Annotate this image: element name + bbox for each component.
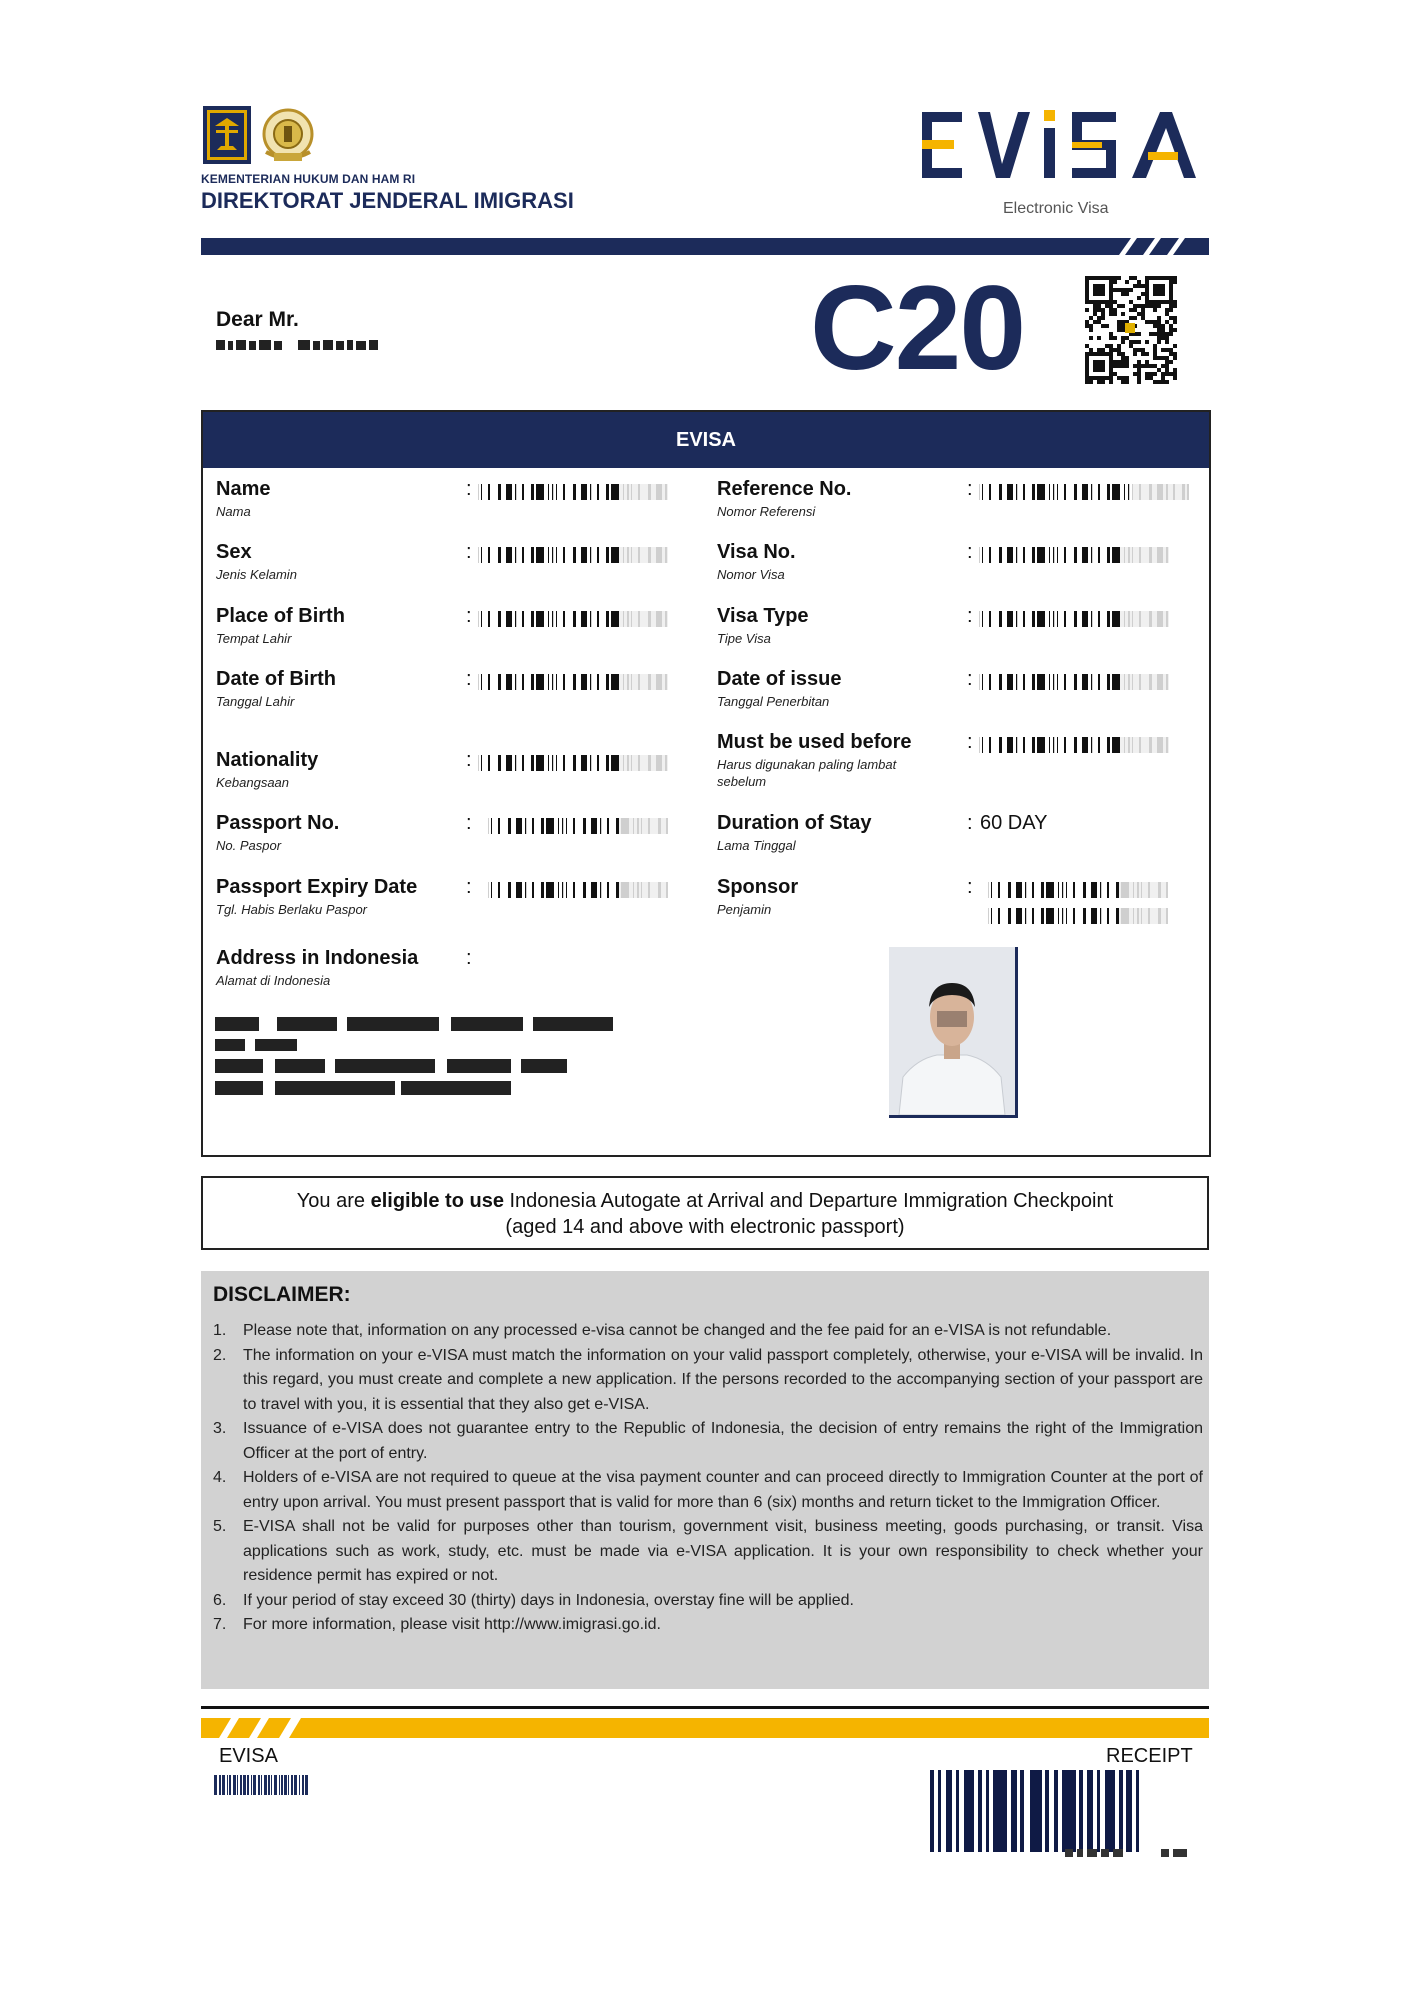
field-colon: : bbox=[466, 876, 472, 898]
disclaimer-number: 1. bbox=[213, 1322, 227, 1339]
disclaimer-text: Issuance of e-VISA does not guarantee entry to the Republic of Indonesia, the decision of entry remains the right of the Immigration Officer at the port of entry. bbox=[243, 1420, 1203, 1462]
field-label: Duration of Stay bbox=[717, 812, 872, 834]
field-colon: : bbox=[466, 947, 472, 969]
field-label: Passport Expiry Date bbox=[216, 876, 418, 898]
field-label: Date of issue bbox=[717, 668, 842, 690]
footer-divider bbox=[201, 1706, 1209, 1709]
field-colon: : bbox=[466, 605, 472, 627]
disclaimer-item bbox=[213, 1319, 1203, 1344]
redacted-value bbox=[988, 880, 1168, 900]
field-colon: : bbox=[967, 541, 973, 563]
field-sublabel: Nomor Visa bbox=[717, 567, 785, 582]
field-sublabel: Nomor Referensi bbox=[717, 504, 816, 519]
field-colon: : bbox=[967, 812, 973, 834]
disclaimer-text: Please note that, information on any processed e-visa cannot be changed and the fee paid for an e-VISA is not refundable. bbox=[243, 1322, 1112, 1339]
barcode-icon bbox=[930, 1770, 1188, 1852]
field-sublabel: Jenis Kelamin bbox=[216, 567, 297, 582]
field-sublabel: Kebangsaan bbox=[216, 775, 290, 790]
redacted-value bbox=[979, 672, 1169, 692]
disclaimer-title: DISCLAIMER: bbox=[213, 1283, 351, 1306]
field-colon: : bbox=[967, 605, 973, 627]
disclaimer-number: 2. bbox=[213, 1346, 227, 1364]
visa-index-code: C20 bbox=[810, 261, 1025, 395]
evisa-card bbox=[201, 410, 1211, 1157]
disclaimer-section bbox=[201, 1271, 1209, 1689]
footer-receipt-label: RECEIPT bbox=[1106, 1745, 1193, 1767]
field-label: Sex bbox=[216, 541, 252, 563]
address-redacted bbox=[215, 1015, 635, 1099]
field-sublabel: Alamat di Indonesia bbox=[216, 973, 331, 988]
field-colon: : bbox=[967, 731, 973, 753]
disclaimer-number: 6. bbox=[213, 1591, 227, 1609]
greeting-salutation: Dear Mr. bbox=[216, 308, 299, 331]
field-sublabel: Lama Tinggal bbox=[717, 838, 796, 853]
field-sublabel: Tipe Visa bbox=[717, 631, 771, 646]
redacted-value bbox=[979, 545, 1169, 565]
field-sublabel: sebelum bbox=[717, 774, 767, 789]
footer-band bbox=[201, 1718, 1209, 1738]
field-sublabel: Tanggal Penerbitan bbox=[717, 694, 830, 709]
field-label: Place of Birth bbox=[216, 605, 345, 627]
header-band bbox=[201, 238, 1209, 255]
field-colon: : bbox=[466, 541, 472, 563]
redacted-value bbox=[478, 672, 668, 692]
field-label: Passport No. bbox=[216, 812, 340, 834]
redacted-value bbox=[478, 482, 668, 502]
redacted-value bbox=[979, 609, 1169, 629]
redacted-value bbox=[478, 609, 668, 629]
eligibility-emphasis: eligible to use bbox=[370, 1190, 504, 1212]
disclaimer-number: 7. bbox=[213, 1616, 227, 1633]
qr-code-icon bbox=[1085, 275, 1179, 385]
field-label: Visa No. bbox=[717, 541, 796, 563]
disclaimer-list bbox=[213, 1319, 1203, 1638]
redacted-value bbox=[488, 816, 668, 836]
evisa-subtitle: Electronic Visa bbox=[1003, 200, 1109, 217]
field-colon: : bbox=[466, 812, 472, 834]
redacted-value bbox=[478, 545, 668, 565]
directorate-name: DIREKTORAT JENDERAL IMIGRASI bbox=[201, 188, 574, 213]
field-label: Visa Type bbox=[717, 605, 809, 627]
field-sublabel: Tempat Lahir bbox=[216, 631, 292, 646]
barcode-number-redacted bbox=[1065, 1846, 1191, 1858]
holder-name-redacted bbox=[216, 338, 422, 352]
field-sublabel: Harus digunakan paling lambat bbox=[717, 757, 897, 772]
footer-evisa-label: EVISA bbox=[219, 1745, 278, 1767]
redacted-value bbox=[979, 735, 1169, 755]
eligibility-line-1 bbox=[203, 1188, 1207, 1214]
field-colon: : bbox=[967, 478, 973, 500]
disclaimer-item bbox=[213, 1417, 1203, 1466]
eligibility-prefix: You are bbox=[296, 1190, 371, 1212]
disclaimer-text: E-VISA shall not be valid for purposes other than tourism, government visit, business meeting, goods purchasing, or transit. Visa applications such as work, study, etc. must be made via e-VISA application. It is your own responsibility to check whether your residence permit has expired or not. bbox=[243, 1518, 1203, 1584]
field-sublabel: No. Paspor bbox=[216, 838, 282, 853]
field-sublabel: Tanggal Lahir bbox=[216, 694, 295, 709]
barcode-icon bbox=[214, 1775, 376, 1795]
redacted-value bbox=[988, 906, 1168, 926]
card-title: EVISA bbox=[203, 412, 1209, 468]
field-colon: : bbox=[967, 876, 973, 898]
redacted-value bbox=[488, 880, 668, 900]
field-label: Reference No. bbox=[717, 478, 852, 500]
field-label: Nationality bbox=[216, 749, 319, 771]
disclaimer-item bbox=[213, 1589, 1203, 1614]
field-label: Address in Indonesia bbox=[216, 947, 419, 969]
field-sublabel: Tgl. Habis Berlaku Paspor bbox=[216, 902, 368, 917]
disclaimer-number: 4. bbox=[213, 1469, 227, 1486]
disclaimer-text: If your period of stay exceed 30 (thirty) days in Indonesia, overstay fine will be applied. bbox=[243, 1591, 854, 1609]
disclaimer-item bbox=[213, 1515, 1203, 1589]
disclaimer-item bbox=[213, 1466, 1203, 1515]
field-colon: : bbox=[466, 749, 472, 771]
disclaimer-number: 3. bbox=[213, 1420, 227, 1437]
disclaimer-text: The information on your e-VISA must match the information on your valid passport completely, otherwise, your e-VISA will be invalid. In this regard, you must create and complete a new application. If the persons recorded to the accompanying section of your passport are to travel with you, it is essential that they also get e-VISA. bbox=[243, 1346, 1203, 1413]
field-sublabel: Nama bbox=[216, 504, 251, 519]
applicant-photo bbox=[889, 947, 1018, 1118]
field-label: Must be used before bbox=[717, 731, 912, 753]
field-sublabel: Penjamin bbox=[717, 902, 772, 917]
field-colon: : bbox=[466, 478, 472, 500]
ministry-emblem-icon bbox=[203, 106, 251, 164]
duration-value: 60 DAY bbox=[980, 812, 1048, 834]
redacted-value bbox=[979, 482, 1189, 502]
redacted-value bbox=[478, 753, 668, 773]
eligibility-rest: Indonesia Autogate at Arrival and Departure Immigration Checkpoint bbox=[503, 1190, 1114, 1212]
field-colon: : bbox=[967, 668, 973, 690]
disclaimer-number: 5. bbox=[213, 1518, 227, 1535]
disclaimer-text: For more information, please visit http://www.imigrasi.go.id. bbox=[243, 1616, 661, 1633]
disclaimer-item bbox=[213, 1613, 1203, 1638]
ministry-name: KEMENTERIAN HUKUM DAN HAM RI bbox=[201, 172, 416, 186]
eligibility-line-2: (aged 14 and above with electronic passport) bbox=[505, 1216, 905, 1238]
field-label: Name bbox=[216, 478, 271, 500]
field-label: Sponsor bbox=[717, 876, 799, 898]
field-colon: : bbox=[466, 668, 472, 690]
disclaimer-item bbox=[213, 1344, 1203, 1418]
disclaimer-text: Holders of e-VISA are not required to queue at the visa payment counter and can proceed directly to Immigration Counter at the port of entry upon arrival. You must present passport that is valid for more than 6 (six) months and return ticket to the Immigration Officer. bbox=[243, 1469, 1203, 1511]
immigration-emblem-icon bbox=[258, 106, 318, 164]
autogate-eligibility-notice bbox=[201, 1176, 1209, 1250]
field-label: Date of Birth bbox=[216, 668, 336, 690]
